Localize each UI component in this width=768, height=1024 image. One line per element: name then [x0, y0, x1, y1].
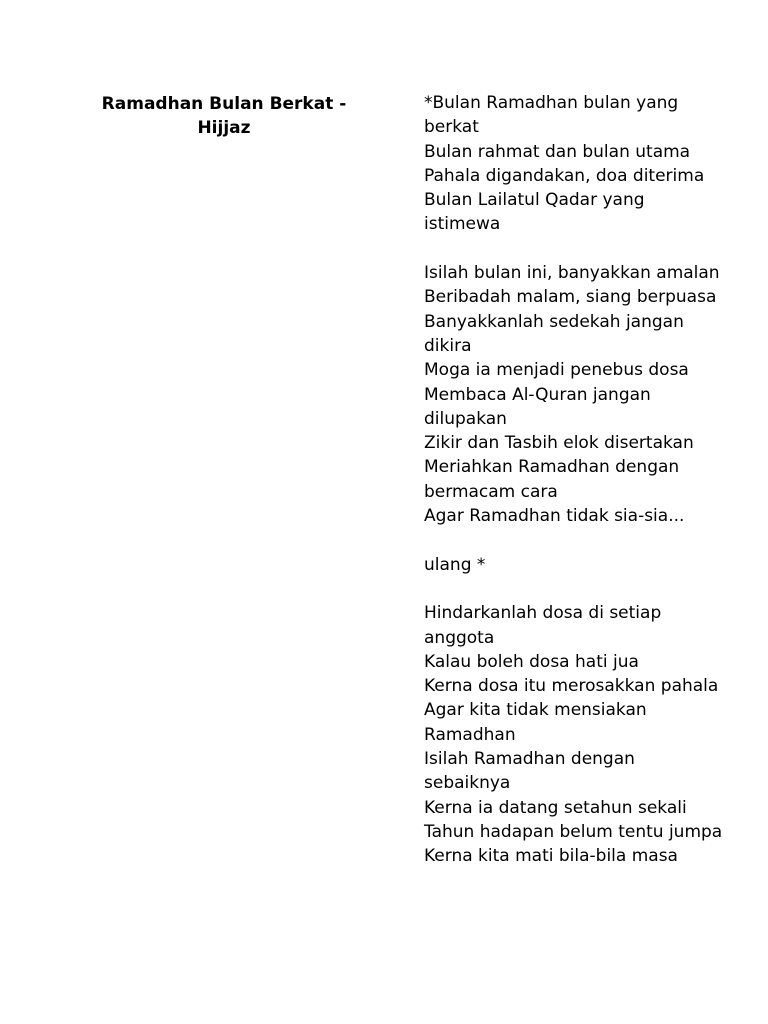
lyric-line: Agar Ramadhan tidak sia-sia... [424, 506, 685, 527]
lyric-line: berkat [424, 117, 479, 138]
lyric-line: Kerna kita mati bila-bila masa [424, 846, 678, 867]
lyric-line: Isilah bulan ini, banyakkan amalan [424, 263, 720, 284]
lyric-line: Beribadah malam, siang berpuasa [424, 287, 717, 308]
lyric-line: anggota [424, 627, 495, 648]
lyric-line: dilupakan [424, 408, 507, 429]
lyric-line: Kerna ia datang setahun sekali [424, 797, 687, 818]
lyric-line: sebaiknya [424, 773, 511, 794]
lyric-line: *Bulan Ramadhan bulan yang [424, 93, 679, 113]
lyric-line: Banyakkanlah sedekah jangan [424, 311, 684, 332]
lyric-line: Meriahkan Ramadhan dengan [424, 457, 680, 478]
lyric-line: dikira [424, 335, 472, 356]
lyric-line: Ramadhan [424, 724, 516, 745]
lyric-line: Agar kita tidak mensiakan [424, 700, 647, 721]
lyric-line: Bulan Lailatul Qadar yang [424, 190, 645, 211]
lyric-line: Zikir dan Tasbih elok disertakan [424, 433, 694, 454]
lyric-line: Kerna dosa itu merosakkan pahala [424, 676, 719, 697]
lyrics-block [424, 91, 760, 869]
stanza-gap [424, 577, 760, 601]
lyric-line: bermacam cara [424, 481, 558, 502]
lyric-line: Moga ia menjadi penebus dosa [424, 360, 689, 381]
song-title [84, 92, 364, 140]
lyric-line: Hindarkanlah dosa di setiap [424, 603, 662, 624]
stanza-gap [424, 237, 760, 261]
lyric-line: Kalau boleh dosa hati jua [424, 651, 639, 672]
lyric-line: Tahun hadapan belum tentu jumpa [424, 821, 723, 842]
song-title-line: Hijjaz [197, 118, 251, 138]
lyric-line: Membaca Al-Quran jangan [424, 384, 651, 405]
song-title-line: Ramadhan Bulan Berkat - [101, 94, 347, 114]
stanza-gap [424, 528, 760, 552]
lyric-line: istimewa [424, 214, 501, 235]
lyric-line: Bulan rahmat dan bulan utama [424, 141, 691, 162]
lyric-line: Pahala digandakan, doa diterima [424, 165, 705, 186]
lyric-line: Isilah Ramadhan dengan [424, 749, 635, 770]
lyric-line: ulang * [424, 554, 486, 575]
